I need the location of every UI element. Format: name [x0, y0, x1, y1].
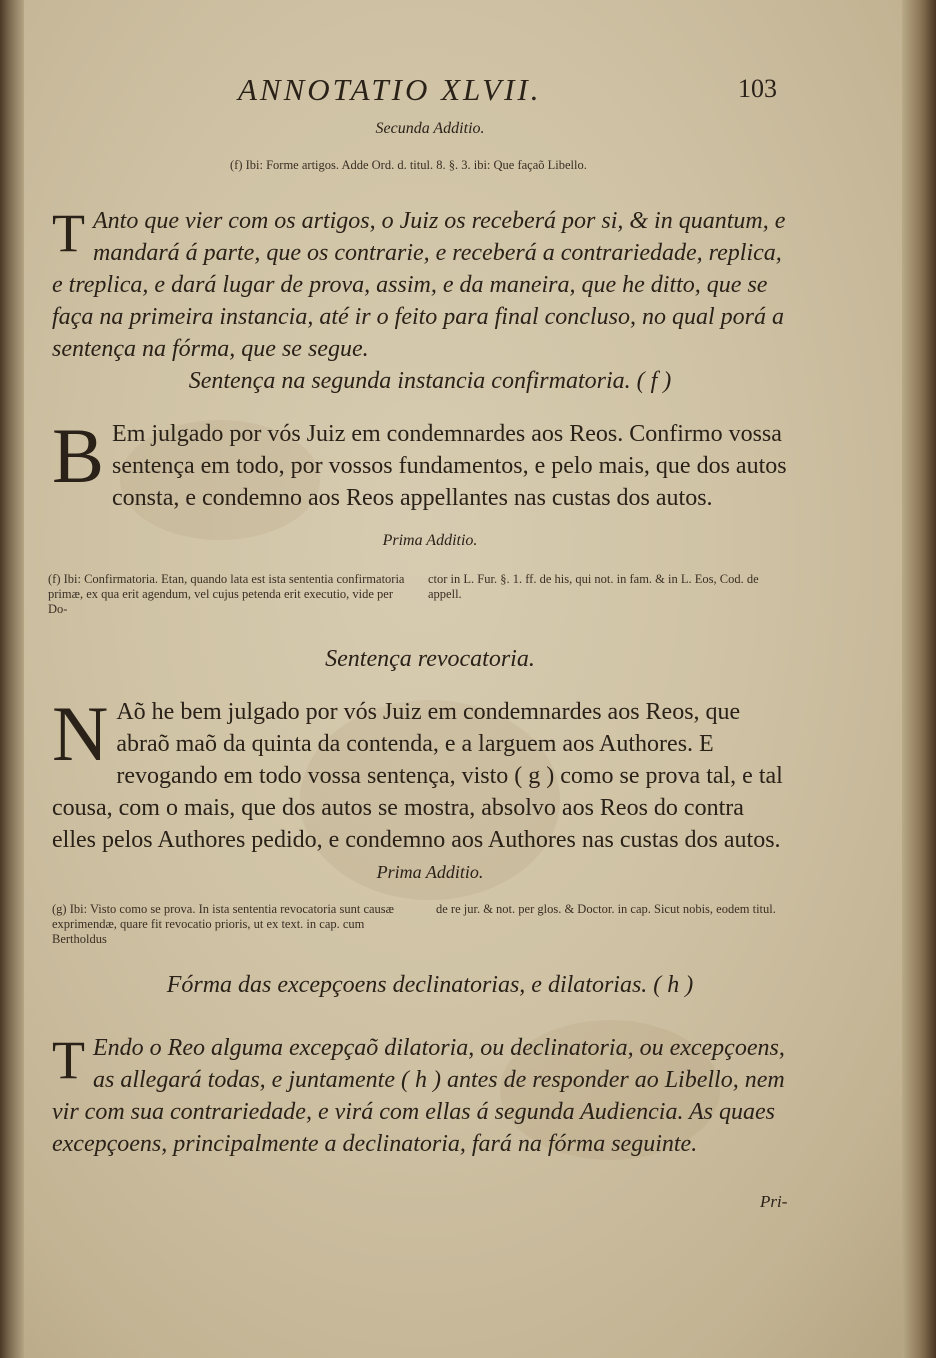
additio-heading: Prima Additio. — [376, 862, 484, 882]
paragraph-text: Anto que vier com os artigos, o Juiz os receberá por si, & in quantum, e mandará á parte, que os contrarie, e receberá a contrariedade, replica, e treplica, e dará lugar de prova, assim, e da maneira, que he ditto, que se faça na primeira instancia, até ir o feito para final concluso, no qual porá a sentença na fórma, que se segue. — [52, 208, 786, 362]
section-heading: Sentença revocatoria. — [325, 646, 535, 672]
section-heading: Fórma das excepçoens declinatorias, e dilatorias. ( h ) — [166, 972, 694, 998]
additio-heading: Secunda Additio. — [375, 120, 485, 137]
drop-capital: N — [52, 690, 109, 777]
additio-heading: Prima Additio. — [382, 532, 478, 549]
paragraph-tanto — [52, 205, 792, 365]
binding-gutter — [0, 0, 24, 1358]
drop-capital: T — [52, 203, 85, 263]
footnote-f-left: (f) Ibi: Confirmatoria. Etan, quando lata est ista sententia confirmatoria primæ, ex qua erit agendum, vel cujus petenda erit executio, vide per Do- — [48, 572, 405, 616]
page-edge — [902, 0, 936, 1358]
page-number: 103 — [738, 74, 777, 103]
paragraph-tendo — [52, 1032, 792, 1160]
paragraph-text: Aõ he bem julgado por vós Juiz em condemnardes aos Reos, que abraõ maõ da quinta da contenda, e a larguem aos Authores. E revogando em todo vossa sentença, visto ( g ) como se prova tal, e tal cousa, com o mais, que dos autos se mostra, absolvo aos Reos do contra elles pelos Authores pedido, e condemno aos Authores nas custas dos autos. — [52, 699, 783, 853]
footnote-g-left: (g) Ibi: Visto como se prova. In ista sententia revocatoria sunt causæ exprimendæ, quare fit revocatio prioris, ut ex text. in cap. cum Bertholdus — [52, 902, 394, 946]
running-head — [0, 72, 936, 112]
paragraph-text: Em julgado por vós Juiz em condemnardes aos Reos. Confirmo vossa sentença em todo, por vossos fundamentos, e pelo mais, que dos autos consta, e condemno aos Reos appellantes nas custas dos autos. — [112, 421, 787, 511]
paragraph-text: Endo o Reo alguma excepçaõ dilatoria, ou declinatoria, ou excepçoens, as allegará todas, e juntamente ( h ) antes de responder ao Libello, nem vir com sua contrariedade, e virá com ellas á segunda Audiencia. As quaes excepçoens, principalmente a declinatoria, fará na fórma seguinte. — [52, 1035, 785, 1157]
footnote-f: (f) Ibi: Forme artigos. Adde Ord. d. titul. 8. §. 3. ibi: Que façaõ Libello. — [230, 158, 587, 172]
footnote-f-right: ctor in L. Fur. §. 1. ff. de his, qui not. in fam. & in L. Eos, Cod. de appell. — [428, 572, 759, 601]
drop-capital: T — [52, 1030, 85, 1090]
paragraph-nao — [52, 690, 792, 856]
section-heading: Sentença na segunda instancia confirmatoria. ( f ) — [188, 368, 672, 394]
catchword: Pri- — [760, 1192, 788, 1211]
footnote-g-right: de re jur. & not. per glos. & Doctor. in cap. Sicut nobis, eodem titul. — [436, 902, 776, 916]
paragraph-bem — [52, 412, 792, 514]
drop-capital: B — [52, 412, 105, 499]
running-title: ANNOTATIO XLVII. — [238, 72, 542, 107]
